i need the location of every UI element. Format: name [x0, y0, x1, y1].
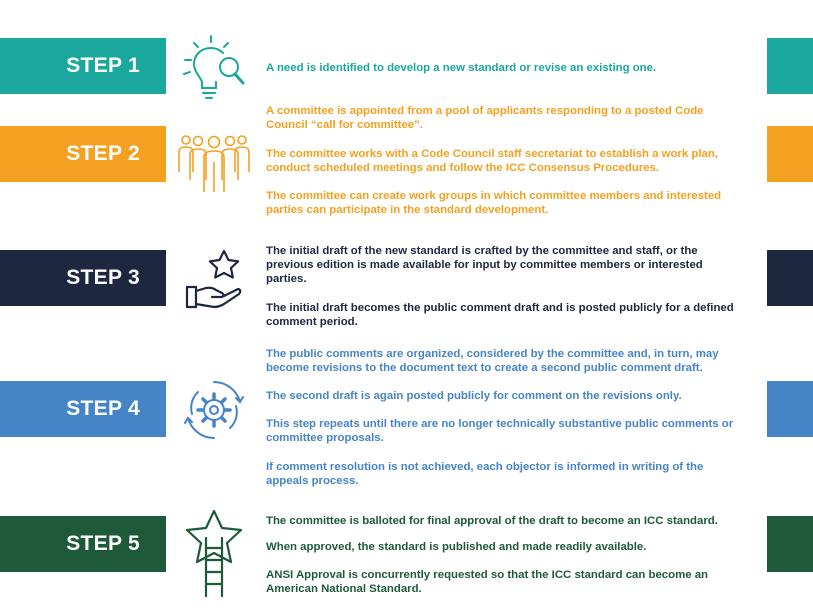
step-1-text-1: A need is identified to develop a new standard or revise an existing one. [266, 62, 657, 74]
step-5-side-tab [767, 516, 813, 572]
step-5-text-3: ANSI Approval is concurrently requested so that the ICC standard can become an American National Standard. [266, 569, 709, 595]
step-4-text-3: This step repeats until there are no longer technically substantive public comments or committee proposals. [266, 418, 734, 444]
lightbulb-magnifier-icon [180, 32, 250, 109]
step-4-text-4: If comment resolution is not achieved, each objector is informed in writing of the appeals process. [266, 461, 704, 487]
step-5-text-1: The committee is balloted for final approval of the draft to become an ICC standard. [266, 515, 718, 527]
step-3-side-tab [767, 250, 813, 306]
committee-group-icon [176, 132, 252, 199]
step-1-bar [0, 38, 166, 94]
star-ladder-icon [180, 508, 248, 603]
step-3-bar [0, 250, 166, 306]
step-4-bar [0, 381, 166, 437]
gear-cycle-icon [184, 378, 244, 447]
step-5-text-2: When approved, the standard is published and made readily available. [266, 541, 647, 553]
step-2-side-tab [767, 126, 813, 182]
step-4-text-1: The public comments are organized, considered by the committee and, in turn, may become revisions to the document text to create a second public comment draft. [266, 348, 719, 374]
step-3-label: STEP 3 [66, 266, 140, 289]
step-2-text-3: The committee can create work groups in which committee members and interested parties can participate in the standard development. [266, 190, 722, 216]
step-4-label: STEP 4 [66, 397, 140, 420]
step-2-text-2: The committee works with a Code Council staff secretariat to establish a work plan, conduct scheduled meetings and follow the ICC Consensus Procedures. [266, 148, 718, 174]
step-5-label: STEP 5 [66, 532, 140, 555]
hand-star-icon [184, 247, 246, 318]
step-2-bar [0, 126, 166, 182]
step-1-label: STEP 1 [66, 54, 140, 77]
step-1-side-tab [767, 38, 813, 94]
step-3-text-1: The initial draft of the new standard is crafted by the committee and staff, or the previous edition is made available for input by committee members or interested parties. [266, 245, 703, 285]
step-2-label: STEP 2 [66, 142, 140, 165]
step-3-text-2: The initial draft becomes the public comment draft and is posted publicly for a defined comment period. [266, 302, 734, 328]
step-5-bar [0, 516, 166, 572]
step-4-text-2: The second draft is again posted publicly for comment on the revisions only. [266, 390, 682, 402]
step-2-text-1: A committee is appointed from a pool of applicants responding to a posted Code Council “call for committee”. [266, 105, 704, 131]
step-4-side-tab [767, 381, 813, 437]
